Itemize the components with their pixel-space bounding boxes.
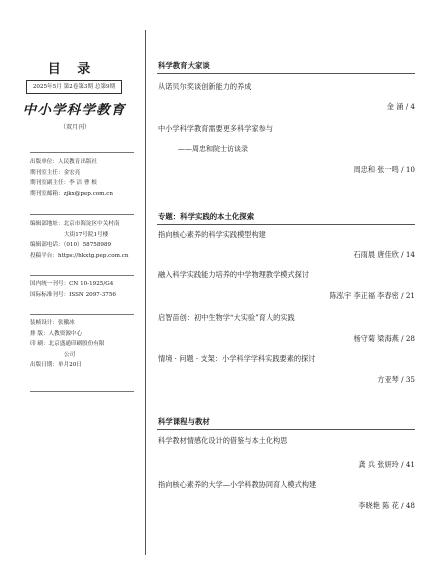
submission-platform: 投稿平台：https://hkxtg.pep.com.cn: [30, 252, 129, 259]
production-info: [30, 318, 105, 371]
divider: [30, 314, 134, 315]
article-author: 金 涌 / 4: [386, 102, 415, 111]
article-author: 李晓艳 陈 花 / 48: [358, 501, 415, 510]
publication-date: 出版日期：单月20日: [30, 362, 82, 368]
article-author: 陈泓宇 李正福 李春密 / 21: [329, 291, 415, 300]
article-title[interactable]: 融入科学实践能力培养的中学物理教学模式探讨: [158, 270, 309, 279]
section-title: 专题：科学实践的本土化探索: [158, 212, 255, 221]
article-author: 周忠和 张一鸣 / 10: [353, 165, 415, 174]
issn-number: 国际标准刊号：ISSN 2097-3756: [30, 291, 116, 298]
article-title[interactable]: 指向核心素养的大学—小学科教协同育人模式构建: [158, 480, 317, 489]
article-author: 龚 兵 张妍玲 / 41: [358, 460, 415, 469]
section-title: 科学教育大家谈: [158, 61, 210, 70]
article-title[interactable]: 启智苗创：初中生物学“大实验”育人的实践: [158, 313, 295, 322]
publisher: 出版单位：人民教育出版社: [30, 159, 98, 165]
phone: 编辑部电话：（010）58758989: [30, 242, 112, 248]
director: 期刊室主任：金宏亮: [30, 169, 81, 176]
deputy-director: 期刊室副主任：李 洁 曹 根: [30, 180, 97, 186]
divider: [30, 391, 134, 392]
section-rule: [157, 429, 415, 430]
issue-info: 2025年5月 第2卷第3期 总第9期: [26, 80, 122, 94]
publisher-info: [30, 157, 113, 199]
section-title: 科学课程与教材: [158, 417, 210, 426]
article-author: 石雨晨 唐佳欣 / 14: [353, 250, 415, 259]
article-title[interactable]: 指向核心素养的科学实践模型构建: [158, 230, 266, 239]
typesetting: 排 版：人教资源中心: [30, 330, 83, 337]
article-title[interactable]: 中小学科学教育需要更多科学家参与: [158, 124, 274, 133]
editorial-info: [30, 219, 129, 261]
address: 编辑部地址：北京市海淀区中关村南: [30, 221, 120, 227]
office-email: 期刊室邮箱：zjkx@pep.com.cn: [30, 190, 113, 197]
journal-logo: 中小学科学教育: [22, 103, 126, 118]
divider: [30, 214, 134, 215]
article-title[interactable]: 从诺贝尔奖谈创新能力的养成: [158, 82, 252, 91]
toc-title: 目 录: [47, 62, 97, 77]
article-subtitle: ——周忠和院士访谈录: [178, 145, 248, 153]
address-cont: 大街17号院1号楼: [64, 231, 109, 238]
section-rule: [157, 73, 415, 74]
printer: 印 刷：北京盛通印刷股份有限: [30, 341, 105, 347]
divider: [30, 152, 134, 153]
column-divider: [145, 30, 146, 555]
article-title[interactable]: 情境 · 问题 · 支架：小学科学学科实践要素的探讨: [158, 354, 316, 363]
article-title[interactable]: 科学教材情感化设计的借鉴与本土化构思: [158, 436, 288, 445]
cn-number: 国内统一刊号：CN 10-1925/G4: [30, 281, 114, 287]
divider: [30, 275, 134, 276]
cover-design: 装帧设计：张徽冰: [30, 320, 75, 326]
printer-cont: 公司: [64, 351, 76, 358]
section-rule: [157, 224, 415, 225]
article-author: 方亚琴 / 35: [377, 375, 415, 384]
article-author: 杨守菊 梁海燕 / 28: [353, 334, 415, 343]
serial-numbers: [30, 279, 116, 300]
publication-frequency: （双月刊）: [59, 124, 90, 131]
